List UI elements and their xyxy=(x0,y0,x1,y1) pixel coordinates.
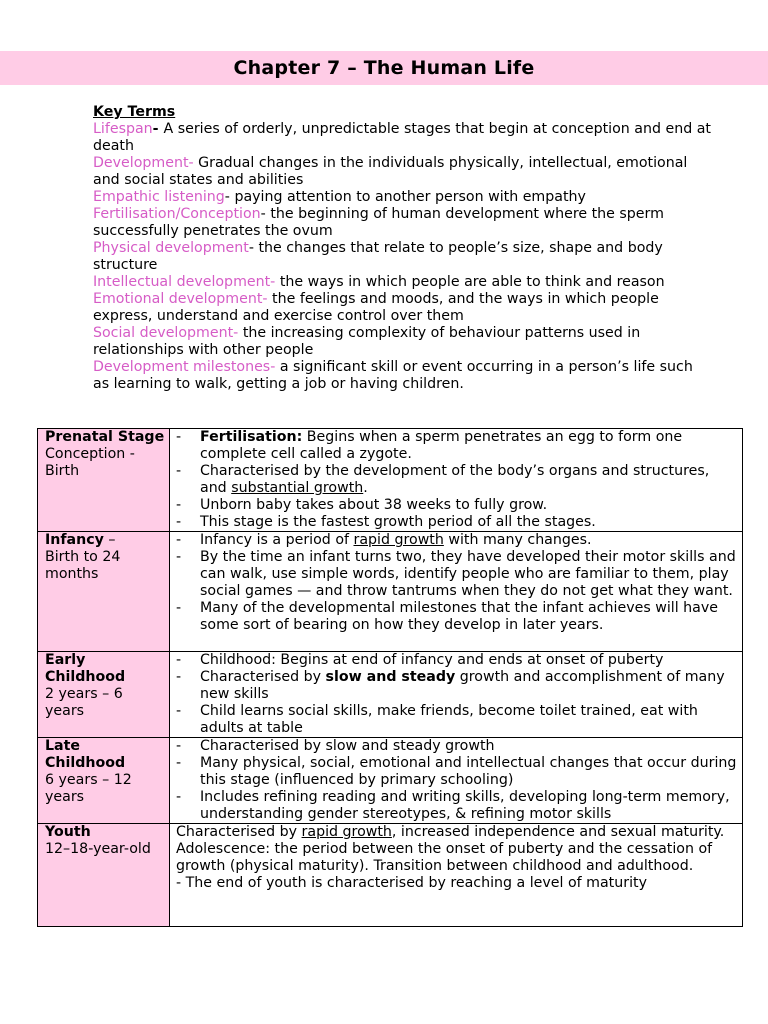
stage-cell xyxy=(38,429,170,532)
bold-text: Fertilisation: xyxy=(200,429,303,445)
stage-age-range: Birth to 24 months xyxy=(45,549,121,582)
table-row xyxy=(38,429,743,532)
key-term-item xyxy=(93,155,713,189)
list-item: - Unborn baby takes about 38 weeks to fully grow. xyxy=(176,497,738,514)
text: Infancy is a period of xyxy=(200,532,354,548)
stage-dash: – xyxy=(103,532,116,548)
list-item: - Child learns social skills, make friends, become toilet trained, eat with adults at table xyxy=(176,703,738,737)
stage-cell xyxy=(38,532,170,652)
key-term-item xyxy=(93,189,713,206)
list-item xyxy=(176,463,738,497)
stage-description xyxy=(170,738,743,824)
list-item: - Many physical, social, emotional and intellectual changes that occur during this stage (influenced by primary schooling) xyxy=(176,755,738,789)
underlined-text: rapid growth xyxy=(353,532,444,548)
key-term-name: Fertilisation/Conception xyxy=(93,206,261,222)
stage-name: Infancy xyxy=(45,532,104,548)
title-banner xyxy=(0,51,768,85)
key-term-definition: paying attention to another person with empathy xyxy=(234,189,586,205)
table-row xyxy=(38,738,743,824)
key-term-name: Intellectual development xyxy=(93,274,271,290)
text: , increased independence and sexual maturity. xyxy=(391,824,725,840)
key-term-sep: - xyxy=(224,189,235,205)
text: Begins when a sperm penetrates an egg to form one complete cell called a zygote. xyxy=(200,429,683,462)
table-row xyxy=(38,532,743,652)
paragraph: Adolescence: the period between the onset of puberty and the cessation of growth (physical maturity). Transition between childhood and adulthood. xyxy=(176,841,713,874)
paragraph xyxy=(176,824,738,841)
list-item xyxy=(176,429,738,463)
text: Characterised by xyxy=(200,669,326,685)
key-term-name: Lifespan xyxy=(93,121,153,137)
key-term-item xyxy=(93,121,713,155)
key-term-name: Emotional development xyxy=(93,291,263,307)
key-terms-section xyxy=(93,104,713,393)
text: growth and accomplishment of many new skills xyxy=(200,669,725,702)
stage-age-range: 6 years – 12 years xyxy=(45,772,132,805)
key-term-item xyxy=(93,274,713,291)
text: Characterised by xyxy=(176,824,302,840)
stage-name: Early Childhood xyxy=(45,652,126,685)
stage-cell xyxy=(38,652,170,738)
table-row xyxy=(38,824,743,927)
list-item xyxy=(176,532,738,549)
key-term-sep: - xyxy=(188,155,199,171)
key-term-sep: - xyxy=(270,274,280,290)
key-term-item xyxy=(93,325,713,359)
stage-age-range: 12–18-year-old xyxy=(45,841,151,857)
key-term-sep: - xyxy=(270,359,280,375)
stage-description xyxy=(170,532,743,652)
key-term-name: Physical development xyxy=(93,240,249,256)
key-term-item xyxy=(93,240,713,274)
key-term-definition: Gradual changes in the individuals physically, intellectual, emotional and social states and abilities xyxy=(93,155,688,188)
stage-description xyxy=(170,824,743,927)
stage-name: Late Childhood xyxy=(45,738,126,771)
list-item xyxy=(176,669,738,703)
key-term-definition: the ways in which people are able to think and reason xyxy=(279,274,665,290)
key-term-sep: - xyxy=(260,206,271,222)
key-term-name: Empathic listening xyxy=(93,189,225,205)
stage-description xyxy=(170,429,743,532)
key-term-sep: - xyxy=(233,325,243,341)
key-term-item xyxy=(93,359,713,393)
key-term-item xyxy=(93,291,713,325)
stage-name: Prenatal Stage xyxy=(45,429,165,445)
list-item: - By the time an infant turns two, they have developed their motor skills and can walk, use simple words, identify people who are familiar to them, play social games — and throw tantrums when they do not get what they want. xyxy=(176,549,738,600)
bold-text: slow and steady xyxy=(325,669,456,685)
key-term-definition: A series of orderly, unpredictable stages that begin at conception and end at death xyxy=(93,121,711,154)
list-item: - Many of the developmental milestones that the infant achieves will have some sort of bearing on how they develop in later years. xyxy=(176,600,738,634)
key-term-definition: the feelings and moods, and the ways in which people express, understand and exercise control over them xyxy=(93,291,659,324)
stage-name: Youth xyxy=(45,824,91,840)
page-title: Chapter 7 – The Human Life xyxy=(233,57,535,79)
key-term-definition: the beginning of human development where the sperm successfully penetrates the ovum xyxy=(93,206,664,239)
underlined-text: rapid growth xyxy=(301,824,392,840)
stage-cell xyxy=(38,738,170,824)
key-terms-heading: Key Terms xyxy=(93,104,176,120)
life-stages-table xyxy=(37,428,743,927)
key-term-name: Social development xyxy=(93,325,234,341)
stage-age-range: 2 years – 6 years xyxy=(45,686,123,719)
table-row xyxy=(38,652,743,738)
key-term-definition: the increasing complexity of behaviour patterns used in relationships with other people xyxy=(93,325,641,358)
key-term-name: Development xyxy=(93,155,189,171)
key-term-name: Development milestones xyxy=(93,359,271,375)
underlined-text: substantial growth xyxy=(231,480,364,496)
key-term-sep: - xyxy=(248,240,259,256)
text: Characterised by the development of the body’s organs and structures, and xyxy=(200,463,710,496)
list-item: - Characterised by slow and steady growth xyxy=(176,738,738,755)
paragraph: - The end of youth is characterised by reaching a level of maturity xyxy=(176,875,647,891)
stage-description xyxy=(170,652,743,738)
list-item: - Childhood: Begins at end of infancy and ends at onset of puberty xyxy=(176,652,738,669)
stage-cell xyxy=(38,824,170,927)
key-term-sep: - xyxy=(262,291,273,307)
key-term-item xyxy=(93,206,713,240)
key-term-sep: - xyxy=(152,121,164,137)
text: . xyxy=(363,480,368,496)
key-term-definition: the changes that relate to people’s size, shape and body structure xyxy=(93,240,663,273)
stage-age-range: Conception - Birth xyxy=(45,446,135,479)
list-item: - Includes refining reading and writing skills, developing long-term memory, understanding gender stereotypes, & refining motor skills xyxy=(176,789,738,823)
key-term-definition: a significant skill or event occurring in a person’s life such as learning to walk, getting a job or having children. xyxy=(93,359,693,392)
text: with many changes. xyxy=(443,532,592,548)
list-item: - This stage is the fastest growth period of all the stages. xyxy=(176,514,738,531)
